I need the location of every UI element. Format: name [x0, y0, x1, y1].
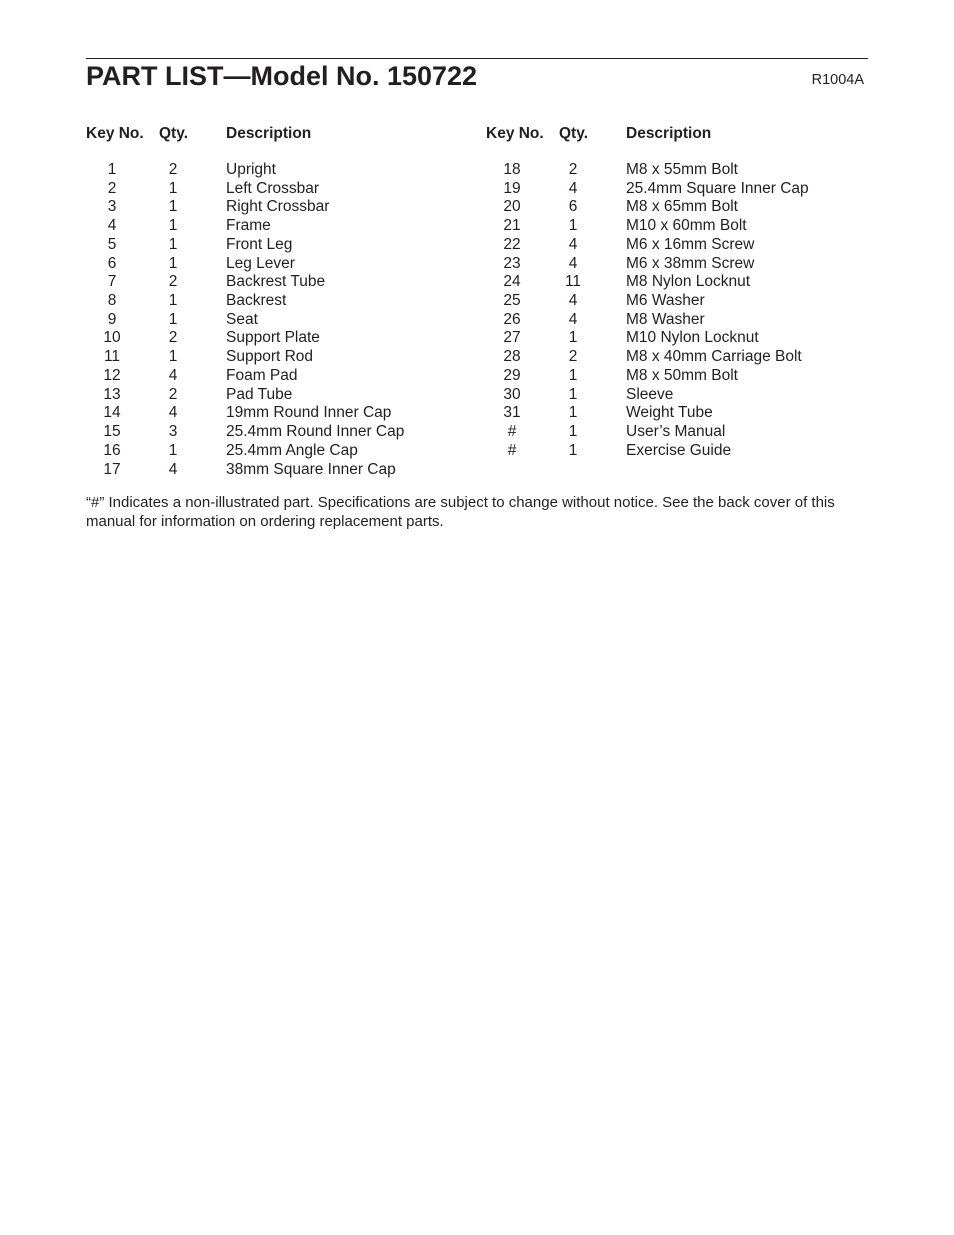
table-row [86, 311, 404, 330]
key-no-cell: 20 [503, 198, 521, 216]
table-row [486, 198, 809, 217]
key-no-cell: 27 [503, 329, 521, 347]
qty-cell: 4 [568, 254, 578, 272]
qty-header: Qty. [159, 125, 188, 142]
footnote: “#” Indicates a non-illustrated part. Specifications are subject to change without notice. See the back cover of this manual for information on ordering replacement parts. [86, 494, 835, 530]
table-row [486, 180, 809, 199]
table-header [86, 124, 404, 144]
key-no-cell: 24 [503, 273, 521, 291]
table-row [486, 329, 809, 348]
key-no-cell: 15 [103, 423, 121, 441]
description-cell: Right Crossbar [226, 198, 330, 216]
table-row [86, 180, 404, 199]
description-cell: Seat [226, 310, 258, 328]
key-no-cell: 16 [103, 441, 121, 459]
table-row [486, 311, 809, 330]
description-cell: User’s Manual [626, 423, 726, 441]
key-no-cell: 10 [103, 329, 121, 347]
description-cell: M10 x 60mm Bolt [626, 217, 747, 235]
description-header: Description [626, 125, 712, 142]
key-no-cell: 18 [503, 161, 521, 178]
key-no-cell: 31 [503, 404, 521, 422]
table-row [86, 329, 404, 348]
table-row [86, 348, 404, 367]
description-cell: Sleeve [626, 385, 674, 403]
table-row [486, 236, 809, 255]
qty-cell: 1 [568, 441, 578, 459]
key-no-cell: 2 [107, 179, 117, 197]
qty-cell: 2 [568, 161, 578, 178]
qty-cell: 1 [568, 217, 578, 235]
qty-cell: 1 [568, 423, 578, 441]
qty-cell: 4 [168, 460, 178, 478]
key-no-cell: 26 [503, 310, 521, 328]
key-no-cell: 12 [103, 366, 121, 384]
description-cell: Support Plate [226, 329, 320, 347]
qty-cell: 1 [168, 292, 178, 310]
key-no-cell: # [507, 423, 517, 441]
qty-cell: 1 [168, 235, 178, 253]
key-no-cell: 11 [103, 348, 121, 366]
description-cell: Pad Tube [226, 385, 293, 403]
key-no-cell: 6 [107, 254, 117, 272]
key-no-cell: 7 [107, 273, 117, 291]
description-cell: 19mm Round Inner Cap [226, 404, 392, 422]
description-cell: M6 x 16mm Screw [626, 235, 755, 253]
table-row [86, 217, 404, 236]
description-cell: Front Leg [226, 235, 293, 253]
key-no-cell: 21 [503, 217, 521, 235]
description-cell: Support Rod [226, 348, 314, 366]
qty-cell: 2 [168, 161, 178, 178]
description-cell: M8 x 55mm Bolt [626, 161, 738, 178]
key-no-cell: 5 [107, 235, 117, 253]
key-no-header: Key No. [486, 125, 544, 142]
key-no-cell: 8 [107, 292, 117, 310]
table-row [86, 161, 404, 180]
table-row [86, 442, 404, 461]
description-cell: Backrest [226, 292, 287, 310]
description-cell: M8 x 40mm Carriage Bolt [626, 348, 802, 366]
description-cell: Exercise Guide [626, 441, 732, 459]
description-cell: Leg Lever [226, 254, 295, 272]
qty-cell: 1 [568, 404, 578, 422]
qty-cell: 4 [168, 404, 178, 422]
table-row [486, 161, 809, 180]
qty-cell: 6 [568, 198, 578, 216]
qty-cell: 4 [568, 310, 578, 328]
table-row [486, 442, 809, 461]
description-cell: Weight Tube [626, 404, 713, 422]
key-no-cell: 23 [503, 254, 521, 272]
table-row [86, 292, 404, 311]
qty-cell: 4 [568, 179, 578, 197]
description-cell: Foam Pad [226, 366, 298, 384]
description-cell: 25.4mm Round Inner Cap [226, 423, 405, 441]
parts-list-left [86, 161, 404, 479]
qty-cell: 2 [168, 385, 178, 403]
document-code: R1004A [811, 72, 864, 88]
key-no-cell: 29 [503, 366, 521, 384]
description-cell: 25.4mm Square Inner Cap [626, 179, 809, 197]
parts-list-right [486, 161, 809, 461]
table-row [86, 255, 404, 274]
description-header: Description [226, 125, 312, 142]
qty-cell: 2 [168, 329, 178, 347]
key-no-cell: 13 [103, 385, 121, 403]
key-no-cell: 17 [103, 460, 121, 478]
parts-table-left [86, 124, 404, 479]
qty-cell: 1 [568, 366, 578, 384]
table-row [486, 255, 809, 274]
qty-cell: 4 [168, 366, 178, 384]
description-cell: M8 x 50mm Bolt [626, 366, 738, 384]
qty-cell: 1 [568, 385, 578, 403]
table-row [486, 348, 809, 367]
description-cell: 38mm Square Inner Cap [226, 460, 396, 478]
table-row [486, 404, 809, 423]
description-cell: M6 x 38mm Screw [626, 254, 755, 272]
qty-cell: 1 [168, 348, 178, 366]
qty-cell: 1 [168, 310, 178, 328]
key-no-cell: 28 [503, 348, 521, 366]
key-no-cell: 19 [503, 179, 521, 197]
description-cell: Left Crossbar [226, 179, 320, 197]
description-cell: M10 Nylon Locknut [626, 329, 759, 347]
key-no-cell: 1 [107, 161, 117, 178]
qty-cell: 3 [168, 423, 178, 441]
qty-cell: 1 [568, 329, 578, 347]
key-no-cell: 3 [107, 198, 117, 216]
description-cell: M8 Washer [626, 310, 705, 328]
table-row [86, 273, 404, 292]
qty-cell: 11 [564, 273, 582, 291]
key-no-cell: 14 [103, 404, 121, 422]
key-no-cell: 22 [503, 235, 521, 253]
key-no-cell: # [507, 441, 517, 459]
table-row [86, 367, 404, 386]
page-title: PART LIST—Model No. 150722 [86, 61, 478, 91]
table-row [486, 423, 809, 442]
qty-cell: 1 [168, 198, 178, 216]
key-no-cell: 25 [503, 292, 521, 310]
table-header [486, 124, 809, 144]
table-row [486, 292, 809, 311]
description-cell: M6 Washer [626, 292, 705, 310]
table-row [86, 236, 404, 255]
parts-table-right [486, 124, 809, 461]
description-cell: Backrest Tube [226, 273, 326, 291]
qty-cell: 1 [168, 254, 178, 272]
qty-cell: 2 [168, 273, 178, 291]
key-no-header: Key No. [86, 125, 144, 142]
qty-cell: 1 [168, 441, 178, 459]
table-row [86, 404, 404, 423]
qty-cell: 1 [168, 217, 178, 235]
table-row [86, 423, 404, 442]
table-row [86, 198, 404, 217]
table-row [486, 217, 809, 236]
description-cell: M8 x 65mm Bolt [626, 198, 738, 216]
qty-cell: 1 [168, 179, 178, 197]
description-cell: 25.4mm Angle Cap [226, 441, 358, 459]
qty-cell: 2 [568, 348, 578, 366]
qty-cell: 4 [568, 292, 578, 310]
table-row [86, 386, 404, 405]
qty-header: Qty. [559, 125, 588, 142]
key-no-cell: 4 [107, 217, 117, 235]
description-cell: M8 Nylon Locknut [626, 273, 751, 291]
table-row [486, 386, 809, 405]
table-row [486, 273, 809, 292]
table-row [86, 461, 404, 480]
table-row [486, 367, 809, 386]
description-cell: Upright [226, 161, 276, 178]
key-no-cell: 30 [503, 385, 521, 403]
key-no-cell: 9 [107, 310, 117, 328]
description-cell: Frame [226, 217, 271, 235]
qty-cell: 4 [568, 235, 578, 253]
